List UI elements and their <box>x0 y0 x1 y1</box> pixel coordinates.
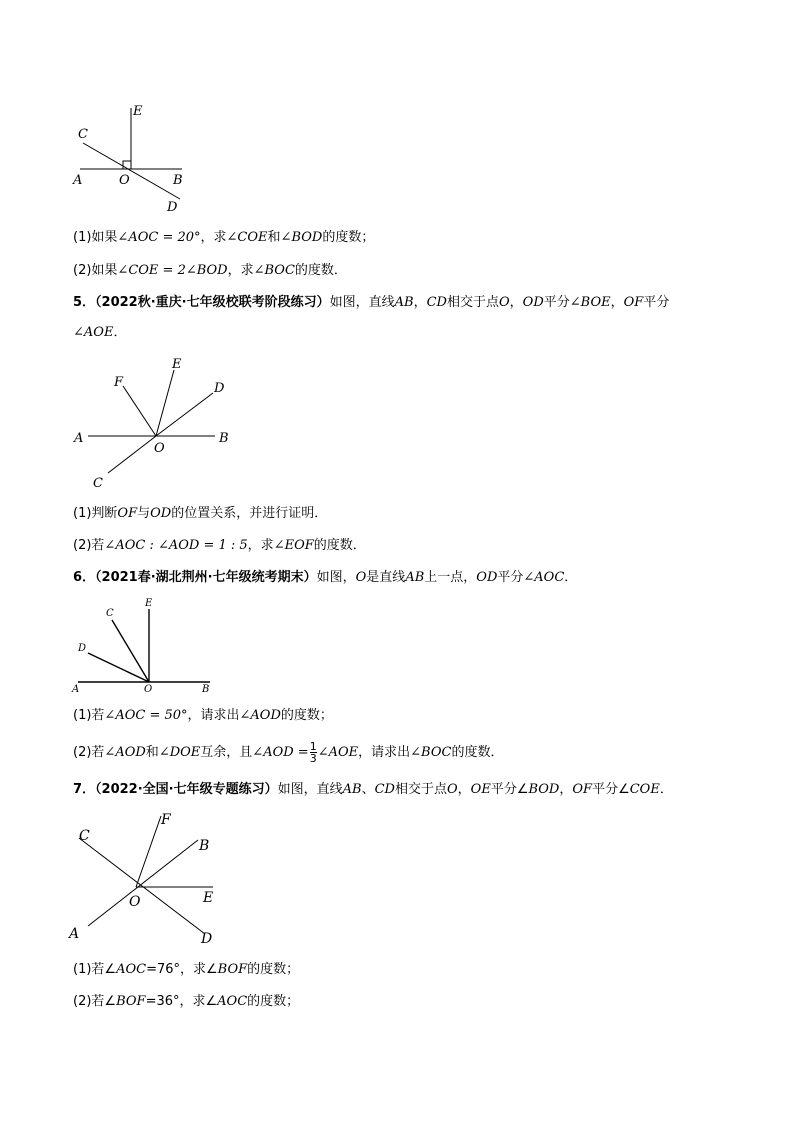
label-C: C <box>106 608 114 619</box>
label-D: D <box>78 643 87 654</box>
label-B: B <box>202 684 210 695</box>
q6-part2: (2)若∠AOD和∠DOE互余，且∠AOD = $\frac{1}{3}$ ∠AOE，请求出∠BOC的度数． <box>73 740 504 765</box>
label-D: D <box>167 200 178 215</box>
figure-q5 <box>70 350 250 495</box>
label-E: E <box>203 890 214 906</box>
label-O: O <box>119 173 130 188</box>
label-E: E <box>145 598 153 609</box>
q7-part2: (2)若∠BOF=36°，求∠AOC的度数； <box>73 994 300 1009</box>
label-E: E <box>172 357 182 372</box>
q4-part1: (1)如果∠AOC = 20°，求∠COE和∠BOD的度数； <box>73 230 375 245</box>
label-D: D <box>214 381 225 396</box>
q6-stem: 6．（2021春·湖北荆州·七年级统考期末）如图，O是直线AB上一点，OD平分∠AOC． <box>73 570 578 585</box>
label-E: E <box>133 104 143 119</box>
figure-q4 <box>70 100 200 215</box>
label-B: B <box>173 173 183 188</box>
q4-part2: (2)如果∠COE = 2∠BOD，求∠BOC的度数． <box>73 263 347 278</box>
q7-stem: 7．（2022·全国·七年级专题练习）如图，直线AB、CD相交于点O，OE平分∠BOD，OF平分∠COE． <box>73 782 673 797</box>
label-F: F <box>161 812 171 828</box>
label-B: B <box>199 838 210 854</box>
label-B: B <box>219 431 229 446</box>
label-A: A <box>73 173 83 188</box>
label-O: O <box>144 684 153 695</box>
label-D: D <box>201 931 213 947</box>
label-O: O <box>129 894 141 910</box>
label-C: C <box>78 127 88 142</box>
label-F: F <box>114 375 124 390</box>
figure-q7 <box>65 810 235 950</box>
label-O: O <box>154 441 165 456</box>
label-A: A <box>72 684 80 695</box>
q5-stem-cont: ∠AOE． <box>73 325 127 340</box>
q7-part1: (1)若∠AOC=76°，求∠BOF的度数； <box>73 962 300 977</box>
q5-part1: (1)判断OF与OD的位置关系，并进行证明． <box>73 506 328 521</box>
label-A: A <box>69 926 80 942</box>
figure-q6 <box>70 595 220 697</box>
q5-stem: 5．（2022秋·重庆·七年级校联考阶段练习）如图，直线AB，CD相交于点O，OD平分∠BOE，OF平分 <box>73 295 670 310</box>
label-C: C <box>79 828 90 844</box>
label-C: C <box>93 476 103 491</box>
label-A: A <box>74 431 84 446</box>
q6-part1: (1)若∠AOC = 50°，请求出∠AOD的度数； <box>73 708 333 723</box>
q5-part2: (2)若∠AOC : ∠AOD = 1 : 5，求∠EOF的度数． <box>73 538 366 553</box>
fraction-one-third: $\frac{1}{3}$ <box>309 740 317 765</box>
